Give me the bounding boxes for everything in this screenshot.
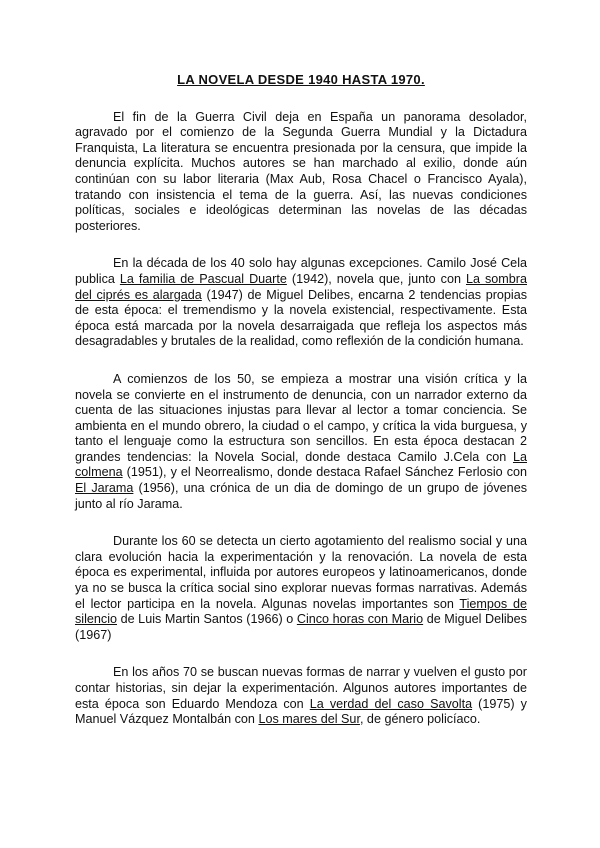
document-title: LA NOVELA DESDE 1940 HASTA 1970. (177, 72, 425, 87)
book-title: La familia de Pascual Duarte (119, 271, 287, 286)
paragraph-text: (1975) y Manuel Vázquez Montalbán con (75, 696, 527, 727)
paragraph-5 (75, 665, 527, 727)
paragraph-text: (1947) de Miguel Delibes, encarna 2 tendencias propias de esta época: el tremendismo y la novela existencial, respectivamente. Esta época está marcada por la novela desarraigada que refleja los aspectos más desagradables y brutales de la realidad, como reflexión de la condición humana. (75, 287, 527, 349)
book-title: Tiempos de silencio (75, 596, 527, 627)
paragraph-text: , de género policíaco. (359, 712, 481, 727)
paragraph-text: En la década de los 40 solo hay algunas excepciones. Camilo José Cela publica (75, 256, 527, 286)
paragraph-text: El fin de la Guerra Civil deja en España un panorama desolador, agravado por el comienzo de la Segunda Guerra Mundial y la Dictadura Franquista, La literatura se encuentra presionada por la censura, que impide la denuncia explícita. Muchos autores se han marchado al exilio, donde aún continúan con su labor literaria (Max Aub, Rosa Chacel o Francisco Ayala), tratando con insistencia el tema de la guerra. Así, las nuevas condiciones políticas, sociales e ideológicas determinan las novelas de las décadas posteriores. (75, 109, 527, 233)
book-title: Los mares del Sur (258, 712, 360, 727)
paragraph-text: (1956), una crónica de un dia de domingo de un grupo de jóvenes junto al río Jarama. (75, 481, 527, 511)
book-title: Cinco horas con Mario (296, 612, 424, 627)
book-title: La colmena (75, 449, 527, 480)
book-title: La sombra del ciprés es alargada (75, 271, 527, 302)
paragraph-text: Durante los 60 se detecta un cierto agotamiento del realismo social y una clara evolución hacia la experimentación y la renovación. La novela de esta época es experimental, influida por autores europeos y latinoamericanos, donde ya no se busca la crítica social sino explorar nuevas formas narrativas. Además el lector participa en la novela. Algunas novelas importantes son (75, 534, 527, 611)
book-title: La verdad del caso Savolta (309, 696, 473, 711)
book-title: El Jarama (75, 481, 134, 496)
paragraph-text: (1951), y el Neorrealismo, donde destaca Rafael Sánchez Ferlosio con (122, 465, 527, 480)
paragraph-3 (75, 372, 527, 512)
document-page (75, 72, 527, 750)
paragraph-text: En los años 70 se buscan nuevas formas de narrar y vuelven el gusto por contar historias, sin dejar la experimentación. Algunos autores importantes de esta época son Eduardo Mendoza con (75, 665, 527, 711)
paragraph-4 (75, 534, 527, 643)
paragraph-text: A comienzos de los 50, se empieza a mostrar una visión crítica y la novela se convierte en el instrumento de denuncia, con un narrador externo da cuenta de las situaciones injustas para llevar al lector a tomar conciencia. Se ambienta en el mundo obrero, la ciudad o el campo, y crítica la vida burguesa, y tanto el lenguaje como la estructura son sencillos. En esta época destacan 2 grandes tendencias: la Novela Social, donde destaca Camilo J.Cela con (75, 371, 527, 464)
paragraph-text: (1942), novela que, junto con (286, 271, 466, 286)
paragraph-text: de Luis Martin Santos (1966) o (117, 612, 297, 627)
paragraph-2 (75, 256, 527, 350)
paragraph-text: de Miguel Delibes (1967) (75, 612, 527, 642)
paragraph-1 (75, 110, 527, 235)
